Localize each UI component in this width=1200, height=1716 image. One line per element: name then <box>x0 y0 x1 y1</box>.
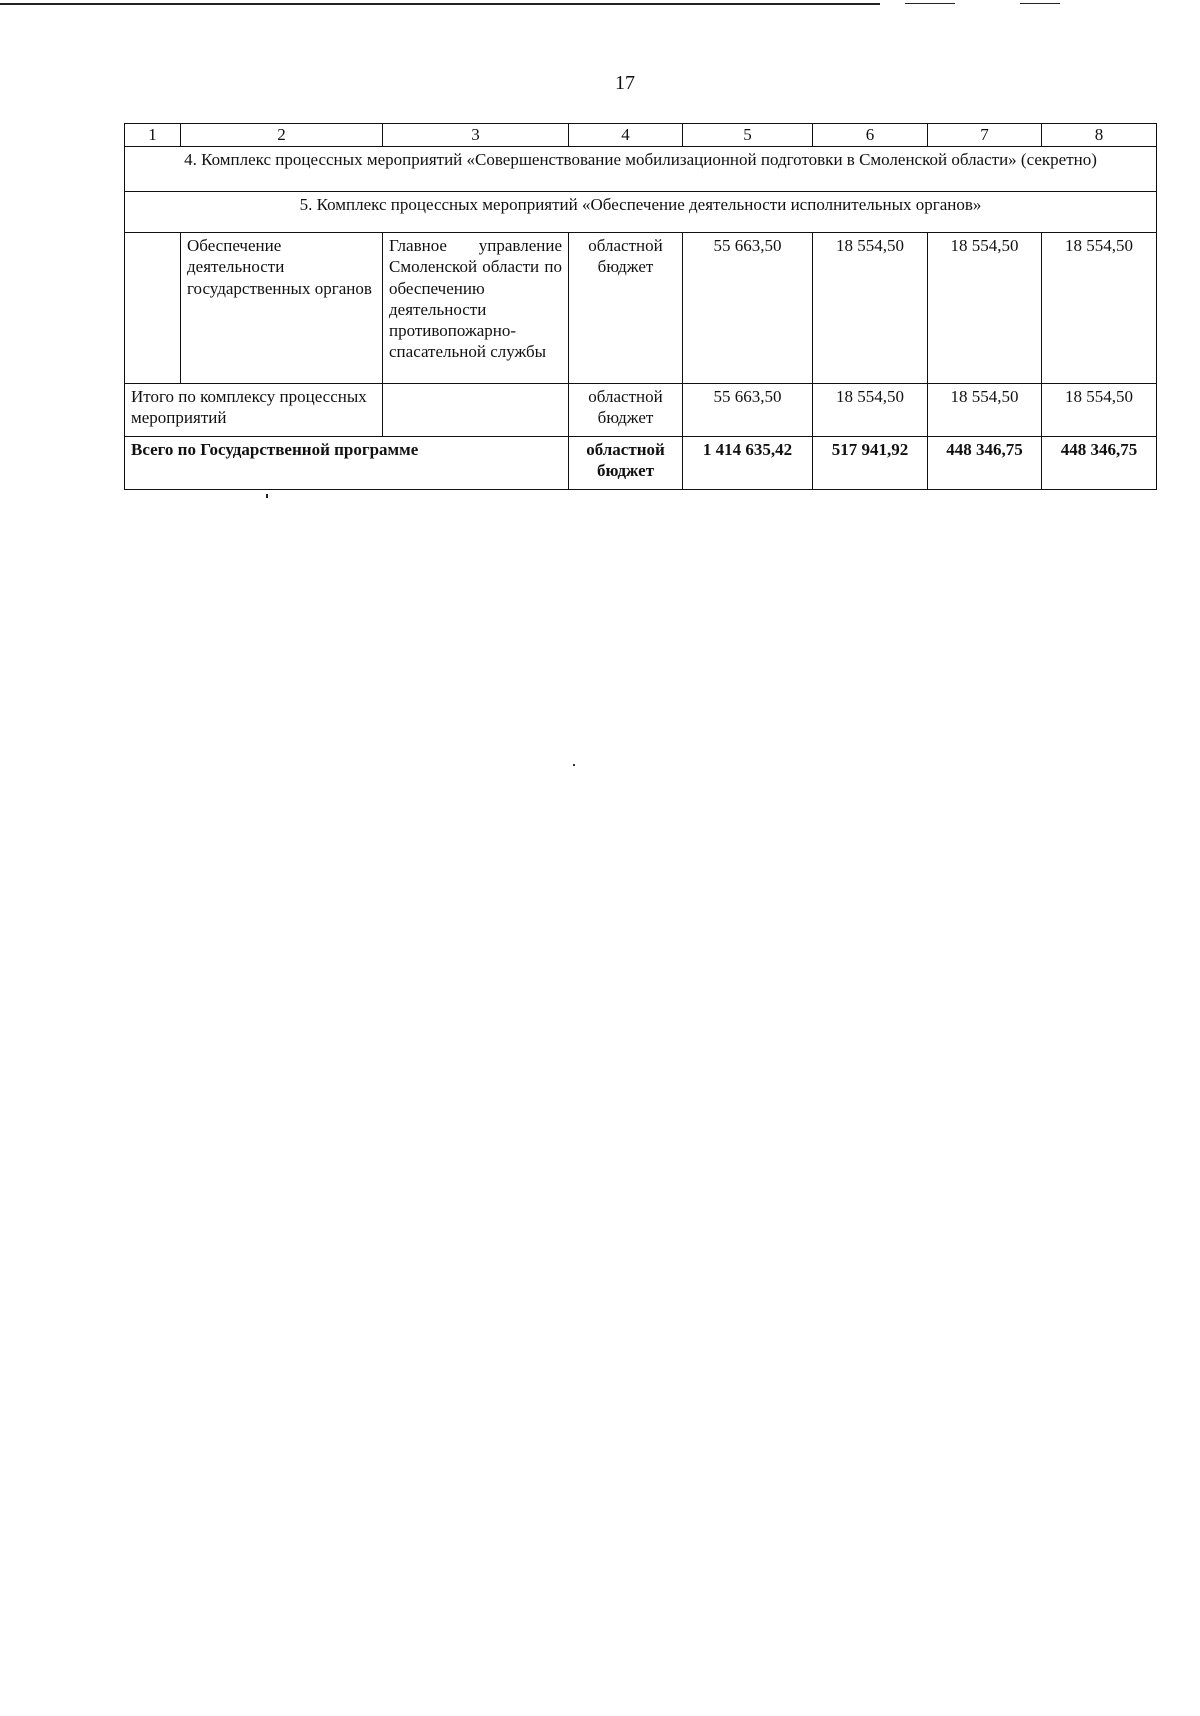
total-program-label: Всего по Государственной программе <box>125 437 569 490</box>
total-complex-col6: 18 554,50 <box>813 384 928 437</box>
column-number: 7 <box>928 124 1042 147</box>
scan-edge-line <box>0 3 880 5</box>
total-complex-col8: 18 554,50 <box>1042 384 1157 437</box>
total-program-col6: 517 941,92 <box>813 437 928 490</box>
column-number: 1 <box>125 124 181 147</box>
section-5-row <box>125 192 1157 233</box>
section-4-row <box>125 147 1157 192</box>
page-number: 17 <box>615 72 635 94</box>
column-number: 5 <box>683 124 813 147</box>
total-complex-col5: 55 663,50 <box>683 384 813 437</box>
section-5-title: 5. Комплекс процессных мероприятий «Обеспечение деятельности исполнительных органов» <box>125 192 1157 233</box>
scan-edge-line <box>1020 3 1060 4</box>
empty-cell <box>383 384 569 437</box>
column-number: 6 <box>813 124 928 147</box>
total-program-col7: 448 346,75 <box>928 437 1042 490</box>
scan-speck <box>573 764 575 766</box>
section-4-title: 4. Комплекс процессных мероприятий «Совершенствование мобилизационной подготовки в Смоленской области» (секретно) <box>125 147 1157 192</box>
scan-edge-line <box>905 3 955 4</box>
total-complex-row <box>125 384 1157 437</box>
table-row <box>125 233 1157 384</box>
item-col7: 18 554,50 <box>928 233 1042 384</box>
column-number-row <box>125 124 1157 147</box>
item-name: Обеспечение деятельности государственных органов <box>181 233 383 384</box>
item-col5: 55 663,50 <box>683 233 813 384</box>
item-col8: 18 554,50 <box>1042 233 1157 384</box>
total-program-row <box>125 437 1157 490</box>
total-complex-source: областной бюджет <box>569 384 683 437</box>
item-responsible: Главное управление Смоленской области по обеспечению деятельности противопожарно-спасательной службы <box>383 233 569 384</box>
total-program-col5: 1 414 635,42 <box>683 437 813 490</box>
column-number: 8 <box>1042 124 1157 147</box>
row-index-cell <box>125 233 181 384</box>
column-number: 3 <box>383 124 569 147</box>
column-number: 4 <box>569 124 683 147</box>
column-number: 2 <box>181 124 383 147</box>
total-program-source: областной бюджет <box>569 437 683 490</box>
total-complex-label: Итого по комплексу процессных мероприятий <box>125 384 383 437</box>
item-col6: 18 554,50 <box>813 233 928 384</box>
item-source: областной бюджет <box>569 233 683 384</box>
total-complex-col7: 18 554,50 <box>928 384 1042 437</box>
budget-table <box>124 123 1157 490</box>
scan-speck <box>266 494 268 498</box>
total-program-col8: 448 346,75 <box>1042 437 1157 490</box>
